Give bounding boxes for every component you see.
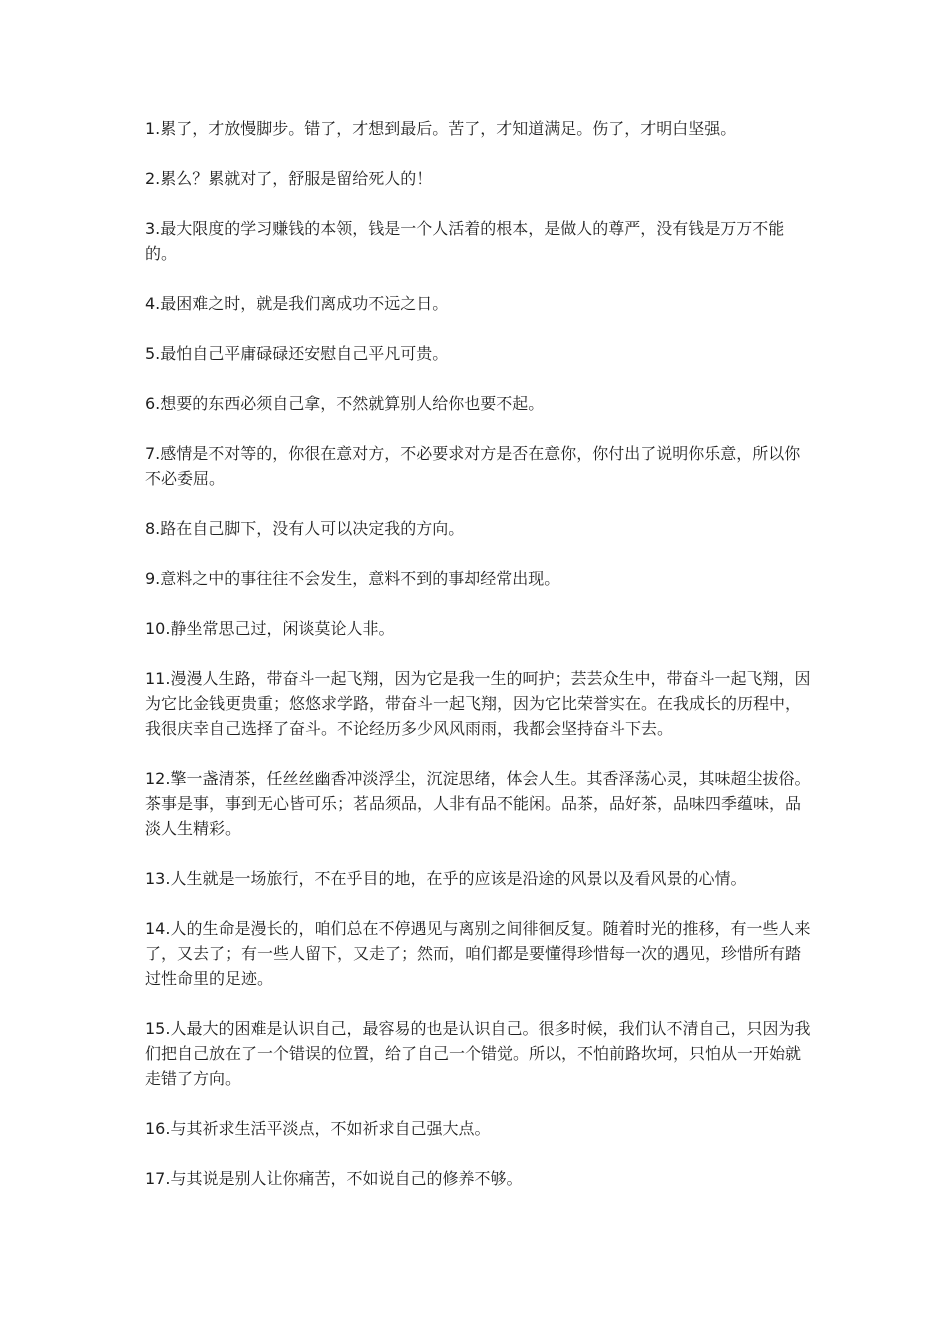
document-page: [145, 116, 811, 1216]
quote-paragraph-10: 10.静坐常思己过，闲谈莫论人非。: [145, 619, 395, 638]
quote-paragraph-11: 11.漫漫人生路，带奋斗一起飞翔，因为它是我一生的呵护；芸芸众生中，带奋斗一起飞翔，因为它比金钱更贵重；悠悠求学路，带奋斗一起飞翔，因为它比荣誉实在。在我成长的历程中，我很庆幸自己选择了奋斗。不论经历多少风风雨雨，我都会坚持奋斗下去。: [145, 669, 811, 738]
quote-paragraph-4: 4.最困难之时，就是我们离成功不远之日。: [145, 294, 449, 313]
quote-paragraph-14: 14.人的生命是漫长的，咱们总在不停遇见与离别之间徘徊反复。随着时光的推移，有一些人来了，又去了；有一些人留下，又走了；然而，咱们都是要懂得珍惜每一次的遇见，珍惜所有踏过性命里的足迹。: [145, 919, 811, 988]
quote-paragraph-12: 12.擎一盏清茶，任丝丝幽香冲淡浮尘，沉淀思绪，体会人生。其香泽荡心灵，其味超尘拔俗。茶事是事，事到无心皆可乐；茗品须品，人非有品不能闲。品茶，品好茶，品味四季蕴味，品淡人生精彩。: [145, 769, 811, 838]
quote-paragraph-9: 9.意料之中的事往往不会发生，意料不到的事却经常出现。: [145, 569, 561, 588]
quote-paragraph-17: 17.与其说是别人让你痛苦，不如说自己的修养不够。: [145, 1169, 523, 1188]
quote-paragraph-7: 7.感情是不对等的，你很在意对方，不必要求对方是否在意你，你付出了说明你乐意，所以你不必委屈。: [145, 444, 801, 488]
quote-paragraph-15: 15.人最大的困难是认识自己，最容易的也是认识自己。很多时候，我们认不清自己，只因为我们把自己放在了一个错误的位置，给了自己一个错觉。所以，不怕前路坎坷，只怕从一开始就走错了方向。: [145, 1019, 811, 1088]
quote-paragraph-5: 5.最怕自己平庸碌碌还安慰自己平凡可贵。: [145, 344, 449, 363]
quote-paragraph-6: 6.想要的东西必须自己拿，不然就算别人给你也要不起。: [145, 394, 545, 413]
quote-paragraph-13: 13.人生就是一场旅行，不在乎目的地，在乎的应该是沿途的风景以及看风景的心情。: [145, 869, 747, 888]
quote-paragraph-2: 2.累么？累就对了，舒服是留给死人的！: [145, 169, 433, 188]
quote-paragraph-16: 16.与其祈求生活平淡点，不如祈求自己强大点。: [145, 1119, 491, 1138]
quote-paragraph-8: 8.路在自己脚下，没有人可以决定我的方向。: [145, 519, 465, 538]
quote-paragraph-3: 3.最大限度的学习赚钱的本领，钱是一个人活着的根本，是做人的尊严，没有钱是万万不能的。: [145, 219, 785, 263]
quote-paragraph-1: 1.累了，才放慢脚步。错了，才想到最后。苦了，才知道满足。伤了，才明白坚强。: [145, 119, 737, 138]
